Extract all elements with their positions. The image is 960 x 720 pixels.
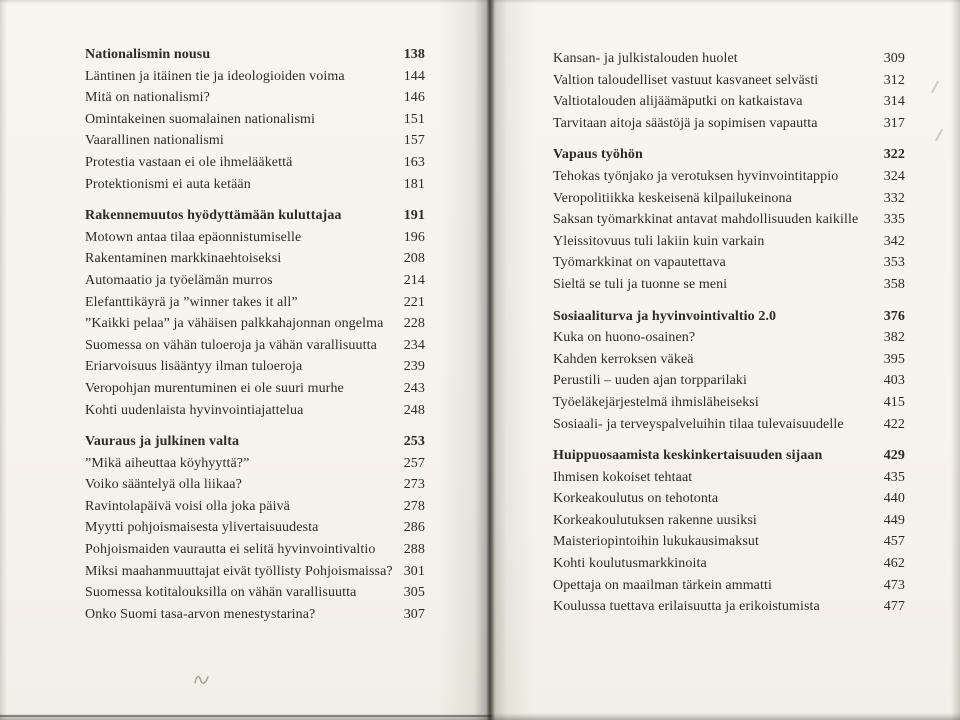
toc-entry-page-number: 307 bbox=[403, 606, 425, 622]
toc-entry-page-number: 353 bbox=[883, 255, 905, 271]
toc-entry-title: Ravintolapäivä voisi olla joka päivä bbox=[85, 498, 290, 514]
right-page bbox=[500, 0, 960, 720]
toc-entry-page-number: 239 bbox=[403, 359, 425, 375]
toc-entry-row bbox=[553, 252, 905, 274]
toc-entry-row bbox=[85, 378, 425, 400]
toc-entry-page-number: 403 bbox=[883, 373, 905, 389]
toc-entry-row bbox=[553, 327, 905, 349]
toc-entry-page-number: 208 bbox=[403, 251, 425, 267]
toc-entry-title: Maisteriopintoihin lukukausimaksut bbox=[553, 534, 759, 550]
toc-entry-row bbox=[85, 453, 425, 475]
toc-entry-row bbox=[85, 356, 425, 378]
toc-entry-page-number: 477 bbox=[883, 599, 905, 615]
toc-entry-title: Miksi maahanmuuttajat eivät työllisty Pohjoismaissa? bbox=[85, 563, 393, 579]
toc-entry-row bbox=[553, 575, 905, 597]
toc-entry-title: Valtiotalouden alijäämäputki on katkaistava bbox=[553, 94, 803, 110]
toc-entry-row bbox=[553, 166, 905, 188]
toc-entry-row bbox=[553, 370, 905, 392]
toc-entry-title: Koulussa tuettava erilaisuutta ja erikoistumista bbox=[553, 599, 820, 615]
toc-entry-row bbox=[85, 248, 425, 270]
toc-entry-title: Tarvitaan aitoja säästöjä ja sopimisen vapautta bbox=[553, 115, 818, 131]
toc-entry-row bbox=[553, 349, 905, 371]
toc-entry-row bbox=[553, 113, 905, 135]
toc-section-heading-row bbox=[85, 431, 425, 453]
toc-entry-title: Työmarkkinat on vapautettava bbox=[553, 255, 726, 271]
toc-entry-title: Kuka on huono-osainen? bbox=[553, 330, 696, 346]
toc-entry-row bbox=[85, 87, 425, 109]
toc-entry-page-number: 163 bbox=[403, 154, 425, 170]
toc-entry-title: Opettaja on maailman tärkein ammatti bbox=[553, 577, 772, 593]
toc-entry-title: Eriarvoisuus lisääntyy ilman tuloeroja bbox=[85, 359, 303, 375]
toc-entry-row bbox=[85, 335, 425, 357]
toc-entry-row bbox=[85, 313, 425, 335]
toc-entry-row bbox=[553, 510, 905, 532]
toc-entry-title: Voiko sääntelyä olla liikaa? bbox=[85, 477, 242, 493]
toc-entry-row bbox=[85, 604, 425, 626]
toc-entry-title: ”Kaikki pelaa” ja vähäisen palkkahajonnan ongelma bbox=[85, 316, 384, 332]
toc-entry-row bbox=[85, 292, 425, 314]
toc-entry-title: Valtion taloudelliset vastuut kasvaneet selvästi bbox=[553, 72, 819, 88]
toc-entry-page-number: 473 bbox=[883, 577, 905, 593]
pencil-mark-icon bbox=[193, 672, 211, 687]
toc-entry-row bbox=[553, 596, 905, 618]
left-page-toc bbox=[85, 44, 425, 625]
toc-entry-row bbox=[85, 152, 425, 174]
toc-entry-title: Tehokas työnjako ja verotuksen hyvinvointitappio bbox=[553, 168, 839, 184]
toc-entry-page-number: 342 bbox=[883, 233, 905, 249]
toc-entry-title: Saksan työmarkkinat antavat mahdollisuuden kaikille bbox=[553, 212, 859, 228]
toc-entry-page-number: 335 bbox=[883, 212, 905, 228]
toc-entry-row bbox=[85, 517, 425, 539]
toc-entry-page-number: 376 bbox=[883, 308, 905, 324]
toc-section-heading-row bbox=[553, 306, 905, 328]
toc-entry-title: Mitä on nationalismi? bbox=[85, 90, 210, 106]
toc-entry-title: Protektionismi ei auta ketään bbox=[85, 176, 251, 192]
right-page-toc bbox=[553, 48, 905, 618]
toc-entry-row bbox=[85, 400, 425, 422]
toc-entry-page-number: 243 bbox=[403, 380, 425, 396]
toc-entry-page-number: 234 bbox=[403, 337, 425, 353]
toc-entry-page-number: 228 bbox=[403, 316, 425, 332]
toc-entry-title: Kohti koulutusmarkkinoita bbox=[553, 556, 707, 572]
toc-entry-title: Rakennemuutos hyödyttämään kuluttajaa bbox=[85, 208, 342, 224]
toc-entry-page-number: 305 bbox=[403, 585, 425, 601]
toc-entry-page-number: 457 bbox=[883, 534, 905, 550]
toc-entry-title: Korkeakoulutuksen rakenne uusiksi bbox=[553, 512, 757, 528]
toc-entry-page-number: 415 bbox=[883, 394, 905, 410]
toc-entry-page-number: 257 bbox=[403, 455, 425, 471]
toc-entry-page-number: 449 bbox=[883, 512, 905, 528]
toc-entry-page-number: 191 bbox=[403, 208, 425, 224]
toc-entry-title: Veropolitiikka keskeisenä kilpailukeinona bbox=[553, 190, 792, 206]
toc-entry-title: Vauraus ja julkinen valta bbox=[85, 434, 240, 450]
toc-entry-title: Veropohjan murentuminen ei ole suuri murhe bbox=[85, 380, 344, 396]
toc-entry-row bbox=[553, 48, 905, 70]
toc-entry-title: Myytti pohjoismaisesta ylivertaisuudesta bbox=[85, 520, 319, 536]
toc-entry-title: Läntinen ja itäinen tie ja ideologioiden voima bbox=[85, 68, 345, 84]
toc-entry-title: Motown antaa tilaa epäonnistumiselle bbox=[85, 229, 302, 245]
toc-entry-row bbox=[85, 561, 425, 583]
toc-entry-page-number: 288 bbox=[403, 542, 425, 558]
toc-entry-title: Huippuosaamista keskinkertaisuuden sijaan bbox=[553, 448, 823, 464]
toc-entry-page-number: 435 bbox=[883, 469, 905, 485]
toc-entry-page-number: 221 bbox=[403, 294, 425, 310]
toc-entry-title: Korkeakoulutus on tehotonta bbox=[553, 491, 719, 507]
toc-entry-row bbox=[85, 66, 425, 88]
toc-entry-page-number: 286 bbox=[403, 520, 425, 536]
toc-entry-row bbox=[85, 227, 425, 249]
toc-entry-page-number: 440 bbox=[883, 491, 905, 507]
toc-entry-title: Kohti uudenlaista hyvinvointiajattelua bbox=[85, 402, 304, 418]
toc-entry-page-number: 138 bbox=[403, 47, 425, 62]
toc-entry-title: Yleissitovuus tuli lakiin kuin varkain bbox=[553, 233, 765, 249]
toc-entry-row bbox=[553, 392, 905, 414]
toc-entry-page-number: 322 bbox=[883, 147, 905, 163]
toc-entry-row bbox=[85, 582, 425, 604]
toc-entry-row bbox=[85, 539, 425, 561]
toc-entry-title: Suomessa on vähän tuloeroja ja vähän varallisuutta bbox=[85, 337, 377, 353]
toc-entry-page-number: 382 bbox=[883, 330, 905, 346]
toc-entry-page-number: 314 bbox=[883, 94, 905, 110]
toc-entry-title: Rakentaminen markkinaehtoiseksi bbox=[85, 251, 282, 267]
toc-entry-row bbox=[553, 467, 905, 489]
toc-entry-row bbox=[553, 70, 905, 92]
toc-entry-row bbox=[85, 130, 425, 152]
toc-entry-title: Ihmisen kokoiset tehtaat bbox=[553, 469, 693, 485]
toc-section-heading-row bbox=[553, 144, 905, 166]
toc-entry-title: Kansan- ja julkistalouden huolet bbox=[553, 51, 738, 66]
toc-entry-title: Perustili – uuden ajan torpparilaki bbox=[553, 373, 748, 389]
toc-entry-row bbox=[85, 174, 425, 196]
toc-entry-row bbox=[85, 474, 425, 496]
toc-entry-page-number: 309 bbox=[883, 51, 905, 66]
toc-entry-row bbox=[553, 488, 905, 510]
toc-entry-page-number: 317 bbox=[883, 115, 905, 131]
toc-entry-page-number: 151 bbox=[403, 111, 425, 127]
toc-entry-row bbox=[85, 496, 425, 518]
toc-section-heading-row bbox=[85, 205, 425, 227]
toc-entry-page-number: 144 bbox=[403, 68, 425, 84]
toc-entry-title: Sosiaali- ja terveyspalveluihin tilaa tulevaisuudelle bbox=[553, 416, 844, 432]
toc-entry-title: Nationalismin nousu bbox=[85, 47, 211, 62]
toc-entry-page-number: 358 bbox=[883, 276, 905, 292]
toc-entry-page-number: 181 bbox=[403, 176, 425, 192]
toc-entry-page-number: 253 bbox=[403, 434, 425, 450]
toc-entry-title: Suomessa kotitalouksilla on vähän varallisuutta bbox=[85, 585, 357, 601]
toc-entry-title: Elefanttikäyrä ja ”winner takes it all” bbox=[85, 294, 298, 310]
toc-entry-title: Protestia vastaan ei ole ihmelääkettä bbox=[85, 154, 293, 170]
toc-entry-page-number: 248 bbox=[403, 402, 425, 418]
toc-entry-title: Omintakeinen suomalainen nationalismi bbox=[85, 111, 315, 127]
toc-entry-row bbox=[553, 231, 905, 253]
toc-entry-title: Vapaus työhön bbox=[553, 147, 643, 163]
toc-entry-page-number: 278 bbox=[403, 498, 425, 514]
toc-section-heading-row bbox=[85, 44, 425, 66]
toc-entry-row bbox=[553, 274, 905, 296]
toc-entry-page-number: 395 bbox=[883, 351, 905, 367]
toc-entry-row bbox=[553, 91, 905, 113]
toc-entry-page-number: 324 bbox=[883, 168, 905, 184]
toc-entry-page-number: 462 bbox=[883, 556, 905, 572]
toc-entry-title: Vaarallinen nationalismi bbox=[85, 133, 224, 149]
toc-entry-page-number: 146 bbox=[403, 90, 425, 106]
toc-entry-page-number: 273 bbox=[403, 477, 425, 493]
toc-entry-page-number: 429 bbox=[883, 448, 905, 464]
toc-entry-title: ”Mikä aiheuttaa köyhyyttä?” bbox=[85, 455, 250, 471]
toc-entry-title: Onko Suomi tasa-arvon menestystarina? bbox=[85, 606, 316, 622]
toc-entry-page-number: 196 bbox=[403, 229, 425, 245]
toc-entry-page-number: 301 bbox=[403, 563, 425, 579]
toc-entry-row bbox=[553, 553, 905, 575]
toc-entry-row bbox=[553, 209, 905, 231]
toc-entry-title: Työeläkejärjestelmä ihmisläheiseksi bbox=[553, 394, 759, 410]
toc-entry-row bbox=[553, 414, 905, 436]
toc-entry-title: Kahden kerroksen väkeä bbox=[553, 351, 694, 367]
toc-entry-row bbox=[553, 531, 905, 553]
toc-entry-row bbox=[85, 109, 425, 131]
toc-entry-page-number: 422 bbox=[883, 416, 905, 432]
toc-entry-title: Automaatio ja työelämän murros bbox=[85, 272, 273, 288]
toc-entry-page-number: 312 bbox=[883, 72, 905, 88]
toc-entry-title: Pohjoismaiden vaurautta ei selitä hyvinvointivaltio bbox=[85, 542, 376, 558]
toc-section-heading-row bbox=[553, 445, 905, 467]
toc-entry-title: Sieltä se tuli ja tuonne se meni bbox=[553, 276, 728, 292]
toc-entry-row bbox=[553, 188, 905, 210]
toc-entry-page-number: 332 bbox=[883, 190, 905, 206]
toc-entry-page-number: 157 bbox=[403, 133, 425, 149]
toc-entry-page-number: 214 bbox=[403, 272, 425, 288]
toc-entry-title: Sosiaaliturva ja hyvinvointivaltio 2.0 bbox=[553, 308, 777, 324]
toc-entry-row bbox=[85, 270, 425, 292]
